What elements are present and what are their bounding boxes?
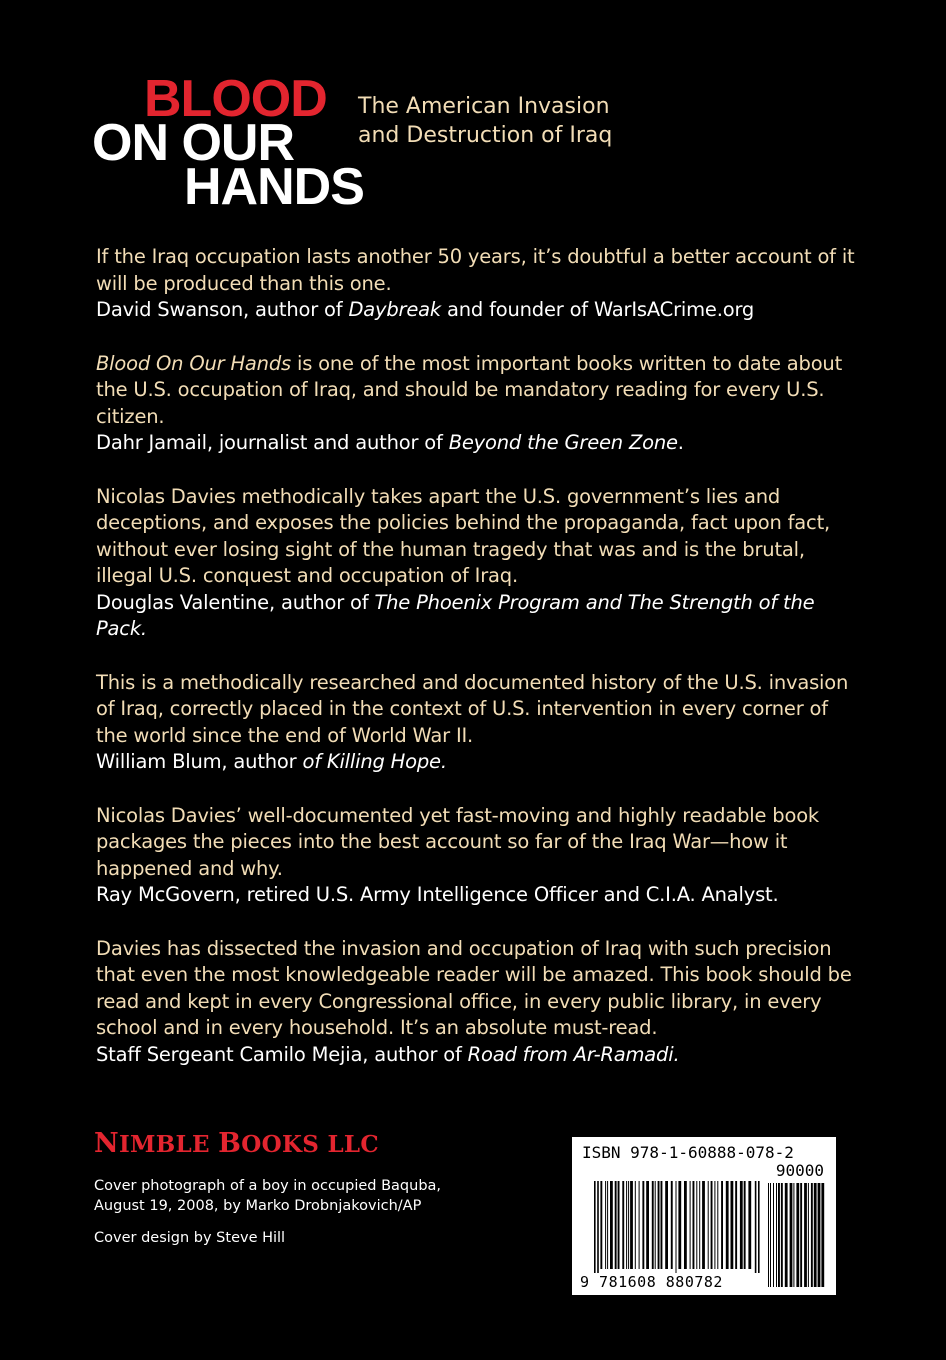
barcode-bar [690, 1181, 691, 1269]
barcode-bar [699, 1181, 700, 1269]
barcode-digits: 9 781608 880782 [580, 1273, 723, 1291]
title-blood: BLOOD [144, 70, 327, 128]
cover-credits [94, 1176, 441, 1260]
barcode-addon-bar [773, 1183, 774, 1287]
barcode-bar [628, 1181, 629, 1269]
barcode-addon-bar [818, 1183, 821, 1287]
quote-attribution: Dahr Jamail, journalist and author of Beyond the Green Zone. [96, 431, 684, 454]
barcode-bar [744, 1181, 746, 1269]
barcode-bar [696, 1181, 697, 1269]
quote-attribution: Douglas Valentine, author of The Phoenix Program and The Strength of the Pack. [96, 590, 815, 640]
barcode-bar [708, 1181, 709, 1269]
barcode-guard-bar [758, 1181, 760, 1273]
barcode-bar [721, 1181, 723, 1269]
quote-text: Davies has dissected the invasion and occupation of Iraq with such precision that even the most knowledgeable reader will be amazed. This book should be read and kept in every Congressional office, in every public library, in every school and in every household. It’s an absolute must-read. [96, 936, 852, 1039]
title-on-our: ON OUR [92, 114, 294, 172]
barcode-bar [622, 1181, 624, 1269]
barcode-bar [693, 1181, 695, 1269]
barcode-bar [740, 1181, 743, 1269]
endorsement-swanson [96, 244, 856, 324]
barcode-bar [748, 1181, 751, 1269]
quote-text: Nicolas Davies’ well-documented yet fast-moving and highly readable book packages the pieces into the best account so far of the Iraq War—how it happened and why. [96, 803, 820, 880]
quote-attribution: Staff Sergeant Camilo Mejia, author of Road from Ar-Ramadi. [96, 1042, 680, 1066]
barcode-addon-bar [800, 1183, 802, 1287]
quote-text: This is a methodically researched and documented history of the U.S. invasion of Iraq, correctly placed in the context of U.S. intervention in every corner of the world since the end of World War II. [96, 670, 849, 747]
barcode-bar [665, 1181, 668, 1269]
barcode-addon-bar [770, 1183, 771, 1287]
quote-attribution: David Swanson, author of Daybreak and founder of WarIsACrime.org [96, 298, 755, 321]
barcode-bar [702, 1181, 705, 1269]
barcode-addon-bar [804, 1183, 807, 1287]
barcode-bar [605, 1181, 606, 1269]
barcode-bar [630, 1181, 633, 1269]
quote-attribution: William Blum, author of Killing Hope. [96, 750, 447, 773]
barcode-bar [711, 1181, 713, 1269]
barcode-addon-bar [768, 1183, 769, 1287]
barcode-bar [610, 1181, 613, 1269]
barcode-addon-bar [778, 1183, 780, 1287]
barcode-addon-bar [793, 1183, 794, 1287]
barcode-guard-bar [597, 1181, 599, 1273]
barcode-bar [684, 1181, 687, 1269]
design-credit: Cover design by Steve Hill [94, 1230, 286, 1246]
barcode-addon-bar [821, 1183, 824, 1287]
endorsements [96, 244, 856, 1095]
barcode-bar [655, 1181, 656, 1269]
photo-credit: Cover photograph of a boy in occupied Baquba, August 19, 2008, by Marko Drobnjakovich/AP [94, 1178, 442, 1214]
barcode-bar [615, 1181, 617, 1269]
barcode-bar [661, 1181, 663, 1269]
quote-text: If the Iraq occupation lasts another 50 years, it’s doubtful a better account of it will be produced than this one. [96, 245, 855, 295]
barcode-addon-bar [811, 1183, 813, 1287]
subtitle-line-2: and Destruction of Iraq [358, 123, 613, 148]
subtitle-line-1: The American Invasion [358, 94, 610, 119]
barcode-guard-bar [594, 1181, 596, 1273]
barcode-bar [726, 1181, 729, 1269]
quote-text: Nicolas Davies methodically takes apart the U.S. government’s lies and deceptions, and exposes the policies behind the propaganda, fact upon fact, without ever losing sight of the human tragedy that was and is the brutal, illegal U.S. conquest and occupation of Iraq. [96, 484, 831, 587]
barcode-bar [600, 1181, 602, 1269]
barcode-addon-bar [785, 1183, 788, 1287]
isbn-label: ISBN 978-1-60888-078-2 [582, 1143, 794, 1162]
barcode-addon-bar [796, 1183, 799, 1287]
barcode-bar [646, 1181, 649, 1269]
endorsement-valentine [96, 484, 856, 643]
barcode-bar [678, 1181, 681, 1269]
barcode-addon-bar [808, 1183, 809, 1287]
barcode-bar [714, 1181, 715, 1269]
title-hands: HANDS [184, 158, 364, 216]
subtitle [358, 92, 612, 150]
barcode-addon-price: 90000 [775, 1161, 824, 1180]
barcode-bar [676, 1181, 677, 1273]
endorsement-mejia [96, 936, 856, 1069]
barcode-guard-bar [755, 1181, 757, 1273]
barcode-bar [735, 1181, 737, 1269]
barcode-bar [717, 1181, 718, 1269]
barcode-bar [642, 1181, 644, 1269]
publisher-logo: NIMBLE BOOKS LLC [94, 1128, 380, 1159]
endorsement-jamail [96, 351, 856, 457]
barcode-bar [671, 1181, 673, 1269]
barcode-bar [658, 1181, 660, 1269]
isbn-barcode [572, 1137, 836, 1295]
barcode-bar [639, 1181, 640, 1269]
barcode-bar [607, 1181, 608, 1269]
barcode-bar [652, 1181, 654, 1269]
barcode-bar [618, 1181, 620, 1269]
endorsement-blum [96, 670, 856, 776]
endorsement-mcgovern [96, 803, 856, 909]
barcode-addon-bar [814, 1183, 817, 1287]
barcode-bar [626, 1181, 627, 1269]
quote-text: Blood On Our Hands is one of the most important books written to date about the U.S. occupation of Iraq, and should be mandatory reading for every U.S. citizen. [96, 351, 843, 428]
quote-attribution: Ray McGovern, retired U.S. Army Intelligence Officer and C.I.A. Analyst. [96, 883, 779, 906]
barcode-bar [635, 1181, 636, 1269]
barcode-addon-bar [781, 1183, 783, 1287]
barcode-addon-bar [776, 1183, 777, 1287]
barcode-bar [731, 1181, 734, 1269]
barcode-addon-bar [790, 1183, 793, 1287]
